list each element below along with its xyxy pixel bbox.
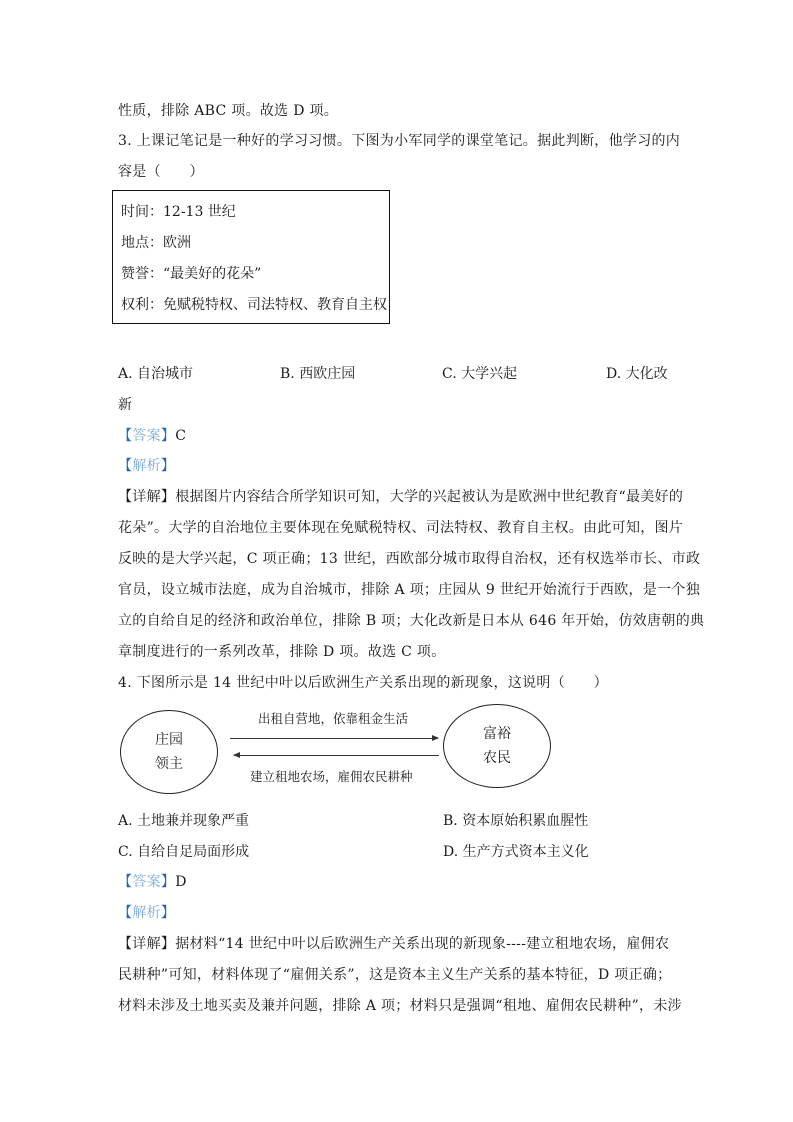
q3-option-d: D. 大化改 <box>606 366 668 382</box>
q3-option-d-wrap: 新 <box>118 397 132 413</box>
q3-option-b: B. 西欧庄园 <box>280 366 356 382</box>
bracket-open: 【 <box>118 428 133 444</box>
node-manor-lord <box>120 710 218 794</box>
detail-text: 据材料“14 世纪中叶以后欧洲生产关系出现的新现象----建立租地农场，雇佣农 <box>175 936 670 952</box>
analysis-label: 解析 <box>132 905 161 921</box>
arrow-right <box>230 738 438 739</box>
top-arrow-label: 出租自营地，依靠租金生活 <box>258 711 409 726</box>
bracket-open: 【 <box>118 905 133 921</box>
bracket-close: 】 <box>160 905 176 921</box>
q3-answer <box>118 426 186 446</box>
q4-option-a: A. 土地兼并现象严重 <box>118 813 250 829</box>
q3-detail-line-4: 官员，设立城市法庭，成为自治城市，排除 A 项；庄园从 9 世纪开始流行于西欧，是一个独 <box>118 582 701 598</box>
arrow-left <box>234 755 439 756</box>
notes-place: 地点：欧洲 <box>121 235 191 251</box>
detail-label: 【详解】 <box>118 936 176 952</box>
node-text: 农民 <box>483 750 511 766</box>
q3-stem-line-1: 3. 上课记笔记是一种好的学习习惯。下图为小军同学的课堂笔记。据此判断，他学习的内 <box>118 133 681 149</box>
q4-detail-line-1 <box>118 934 669 954</box>
node-text: 领主 <box>155 756 183 772</box>
intro-line: 性质，排除 ABC 项。故选 D 项。 <box>118 103 339 119</box>
bottom-arrow-label: 建立租地农场，雇佣农民耕种 <box>250 769 413 784</box>
answer-value: C <box>175 428 187 444</box>
analysis-label: 解析 <box>132 458 161 474</box>
q3-detail-line-2: 花朵”。大学的自治地位主要体现在免赋税特权、司法特权、教育自主权。由此可知，图片 <box>118 520 684 536</box>
bracket-open: 【 <box>118 874 133 890</box>
node-text: 富裕 <box>483 726 511 742</box>
q3-analysis-label <box>118 456 175 476</box>
q3-option-c: C. 大学兴起 <box>442 366 518 382</box>
bracket-close: 】 <box>160 874 176 890</box>
detail-label: 【详解】 <box>118 489 176 505</box>
q4-option-b: B. 资本原始积累血腥性 <box>443 813 589 829</box>
answer-label: 答案 <box>132 874 161 890</box>
class-notes-box <box>112 190 390 324</box>
bracket-open: 【 <box>118 458 133 474</box>
bracket-close: 】 <box>160 458 176 474</box>
answer-label: 答案 <box>132 428 161 444</box>
notes-rights: 权利：免赋税特权、司法特权、教育自主权 <box>121 297 387 313</box>
q3-stem-line-2: 容是（ ） <box>118 164 204 180</box>
production-relations-diagram <box>110 700 570 800</box>
notes-praise: 赞誉：“最美好的花朵” <box>121 266 262 282</box>
q4-analysis-label <box>118 903 175 923</box>
bracket-close: 】 <box>160 428 176 444</box>
node-text: 庄园 <box>155 732 183 748</box>
q3-detail-line-6: 章制度进行的一系列改革，排除 D 项。故选 C 项。 <box>118 644 446 660</box>
q4-stem: 4. 下图所示是 14 世纪中叶以后欧洲生产关系出现的新现象，这说明（ ） <box>118 675 608 691</box>
answer-value: D <box>175 874 187 890</box>
q3-option-a: A. 自治城市 <box>118 366 194 382</box>
q4-option-d: D. 生产方式资本主义化 <box>443 844 589 860</box>
q4-answer <box>118 872 187 892</box>
detail-text: 根据图片内容结合所学知识可知，大学的兴起被认为是欧洲中世纪教育“最美好的 <box>175 489 684 505</box>
q3-detail-line-3: 反映的是大学兴起，C 项正确；13 世纪，西欧部分城市取得自治权，还有权选举市长、市政 <box>118 551 701 567</box>
notes-time: 时间：12-13 世纪 <box>121 204 236 220</box>
q4-option-c: C. 自给自足局面形成 <box>118 844 250 860</box>
q4-detail-line-3: 材料未涉及土地买卖及兼并问题，排除 A 项；材料只是强调“租地、雇佣农民耕种”，未涉 <box>118 998 682 1014</box>
q3-detail-line-5: 立的自给自足的经济和政治单位，排除 B 项；大化改新是日本从 646 年开始，仿效唐朝的典 <box>118 613 705 629</box>
node-rich-peasant <box>443 704 551 788</box>
q3-detail-line-1 <box>118 487 683 507</box>
q4-detail-line-2: 民耕种”可知，材料体现了“雇佣关系”，这是资本主义生产关系的基本特征，D 项正确； <box>118 967 672 983</box>
